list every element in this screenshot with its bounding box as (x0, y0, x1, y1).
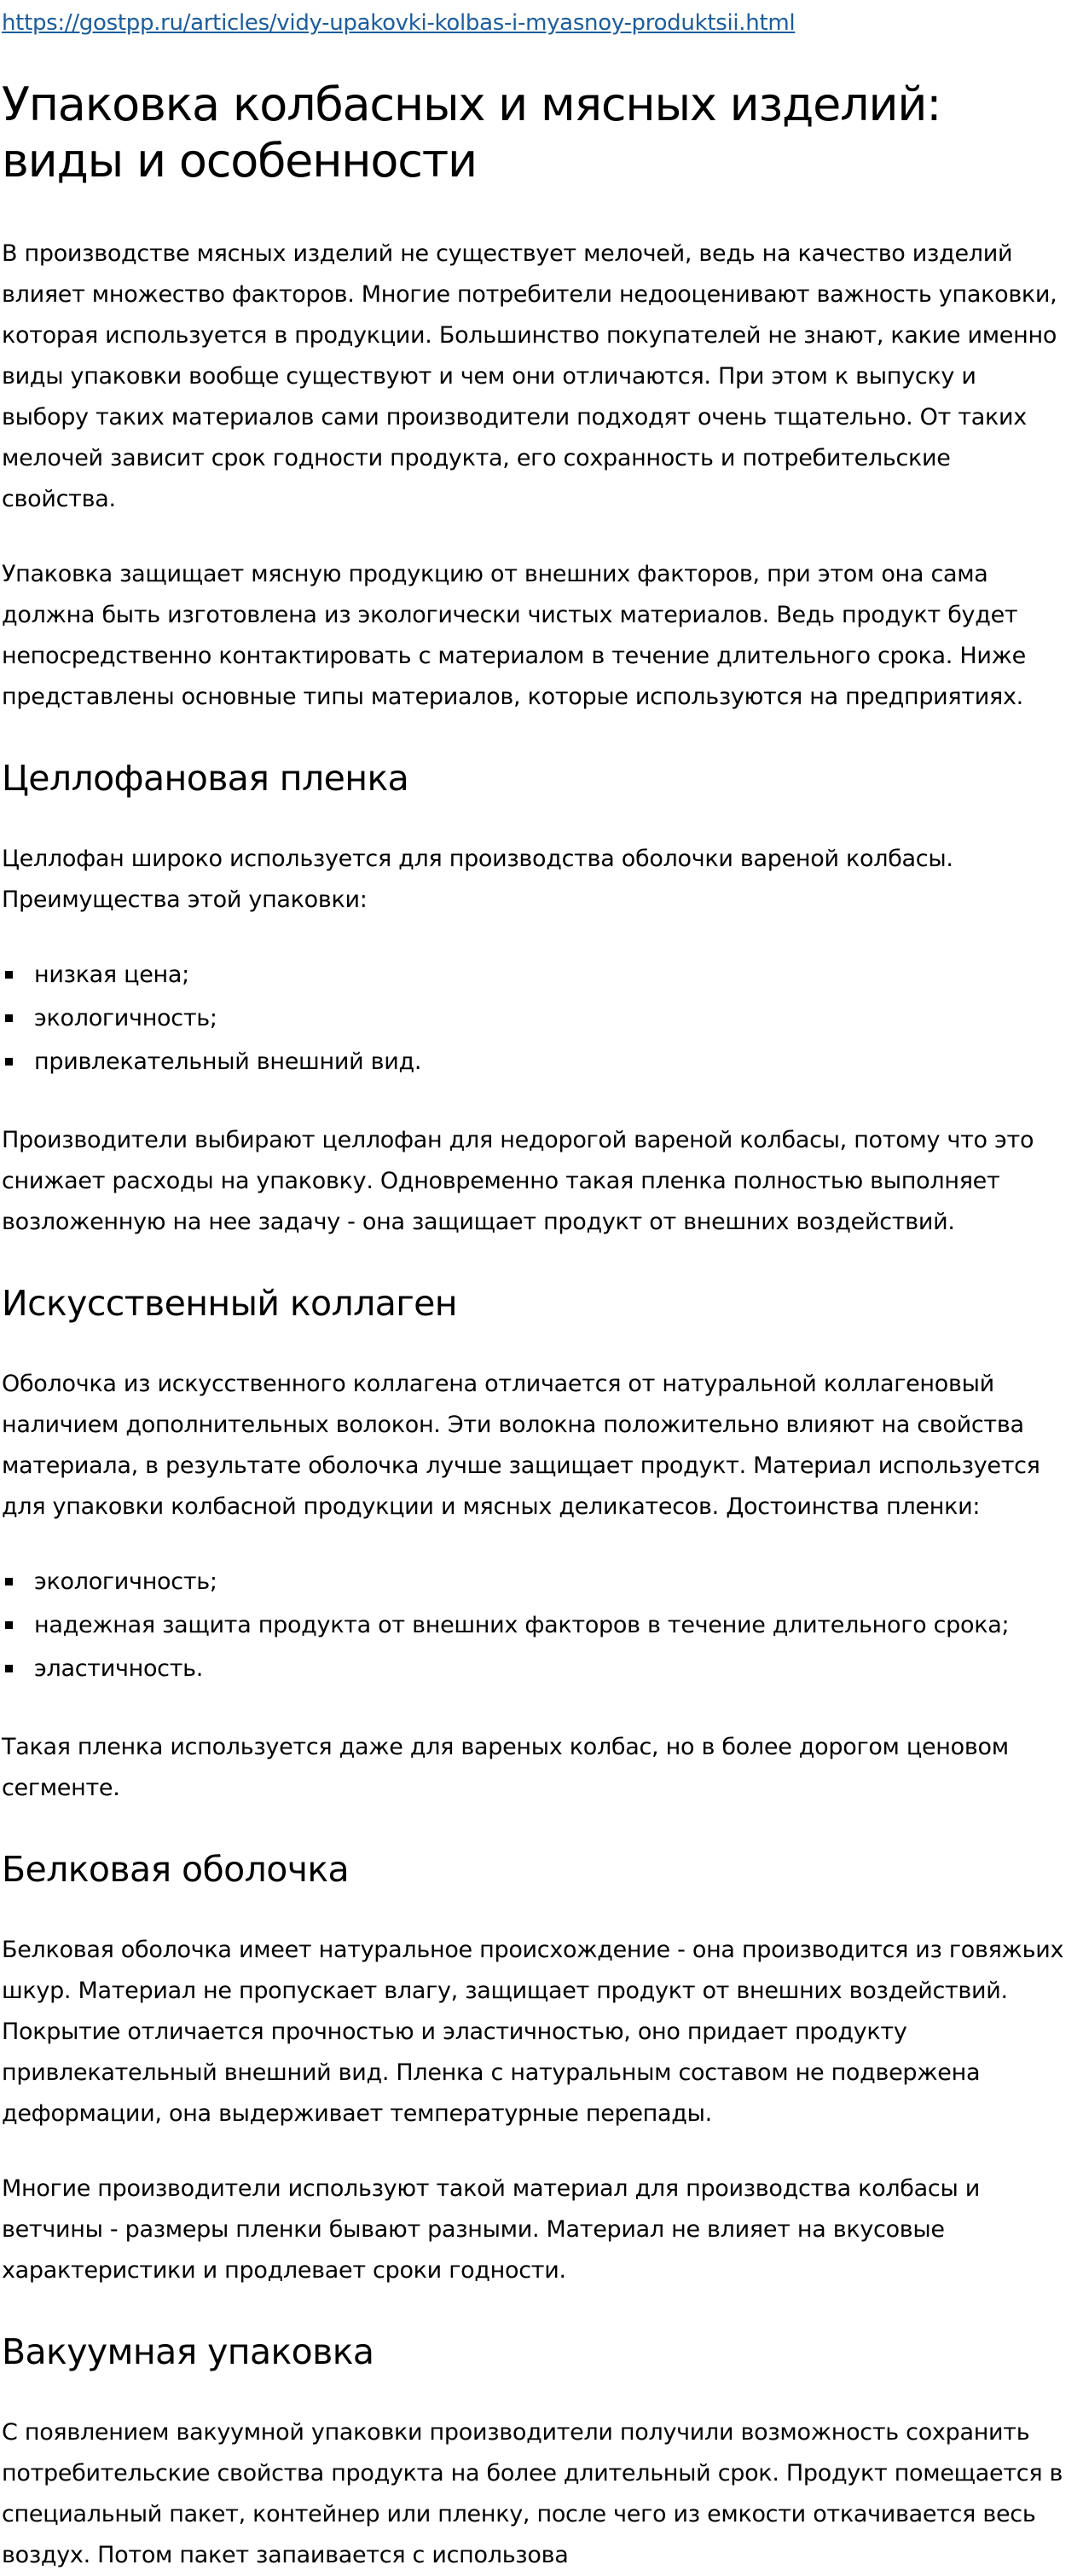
bullet-square-icon (5, 1621, 13, 1629)
bullet-square-icon (5, 1058, 13, 1066)
bullet-square-icon (5, 971, 13, 979)
paragraph: С появлением вакуумной упаковки производители получили возможность сохранить потребительские свойства продукта на более длительный срок. Продукт помещается в специальный пакет, контейнер или пленку, после чего из емкости откачивается весь воздух. Потом пакет запаивается с использова (2, 2419, 1063, 2568)
list-item (2, 1562, 1069, 1603)
page-url-link[interactable]: https://gostpp.ru/articles/vidy-upakovki-kolbas-i-myasnoy-produktsii.html (2, 10, 796, 36)
list-item-text: эластичность. (34, 1655, 204, 1682)
section-heading: Белковая оболочка (2, 1849, 350, 1890)
list-item-text: экологичность; (34, 1005, 217, 1031)
paragraph: Целлофан широко используется для производства оболочки вареной колбасы. Преимущества этой упаковки: (2, 846, 953, 913)
list-item (2, 1042, 1069, 1083)
list-item (2, 1649, 1069, 1689)
paragraph: Такая пленка используется даже для вареных колбас, но в более дорогом ценовом сегменте. (2, 1734, 1009, 1801)
list-item (2, 955, 1069, 996)
paragraph: Оболочка из искусственного коллагена отличается от натуральной коллагеновый наличием дополнительных волокон. Эти волокна положительно влияют на свойства материала, в результате оболочка лучше защищает продукт. Материал используется для упаковки колбасной продукции и мясных деликатесов. Достоинства пленки: (2, 1371, 1040, 1520)
list-item-text: надежная защита продукта от внешних факторов в течение длительного срока; (34, 1612, 1010, 1638)
intro-paragraph-1: В производстве мясных изделий не существует мелочей, ведь на качество изделий влияет множество факторов. Многие потребители недооценивают важность упаковки, которая используется в продукции. Большинство покупателей не знают, какие именно виды упаковки вообще существуют и чем они отличаются. При этом к выпуску и выбору таких материалов сами производители подходят очень тщательно. От таких мелочей зависит срок годности продукта, его сохранность и потребительские свойства. (2, 240, 1057, 512)
list-item-text: экологичность; (34, 1568, 217, 1595)
paragraph: Многие производители используют такой материал для производства колбасы и ветчины - размеры пленки бывают разными. Материал не влияет на вкусовые характеристики и продлевает сроки годности. (2, 2175, 980, 2284)
list-item-text: привлекательный внешний вид. (34, 1048, 422, 1075)
section-protein-casing (2, 1848, 1073, 2291)
intro-paragraph-2: Упаковка защищает мясную продукцию от внешних факторов, при этом она сама должна быть изготовлена из экологически чистых материалов. Ведь продукт будет непосредственно контактировать с материалом в течение длительного срока. Ниже представлены основные типы материалов, которые используются на предприятиях. (2, 561, 1026, 710)
bullet-square-icon (5, 1578, 13, 1585)
section-heading: Целлофановая пленка (2, 758, 409, 799)
bullet-square-icon (5, 1014, 13, 1022)
bullet-square-icon (5, 1665, 13, 1672)
section-heading: Искусственный коллаген (2, 1283, 458, 1324)
list-item (2, 1605, 1069, 1646)
section-vacuum-packaging (2, 2331, 1073, 2576)
list-item-text: низкая цена; (34, 962, 189, 988)
section-cellophane (2, 757, 1073, 1243)
section-collagen (2, 1282, 1073, 1809)
article-title: Упаковка колбасных и мясных изделий: виды и особенности (2, 78, 941, 188)
section-heading: Вакуумная упаковка (2, 2331, 374, 2372)
list-item (2, 998, 1069, 1039)
paragraph: Белковая оболочка имеет натуральное происхождение - она производится из говяжьих шкур. Материал не пропускает влагу, защищает продукт от внешних воздействий. Покрытие отличается прочностью и эластичностью, оно придает продукту привлекательный внешний вид. Пленка с натуральным составом не подвержена деформации, она выдерживает температурные перепады. (2, 1937, 1064, 2127)
url-header (2, 10, 1073, 36)
benefits-list (2, 955, 1073, 1083)
benefits-list (2, 1562, 1073, 1689)
paragraph: Производители выбирают целлофан для недорогой вареной колбасы, потому что это снижает расходы на упаковку. Одновременно такая пленка полностью выполняет возложенную на нее задачу - она защищает продукт от внешних воздействий. (2, 1127, 1034, 1235)
